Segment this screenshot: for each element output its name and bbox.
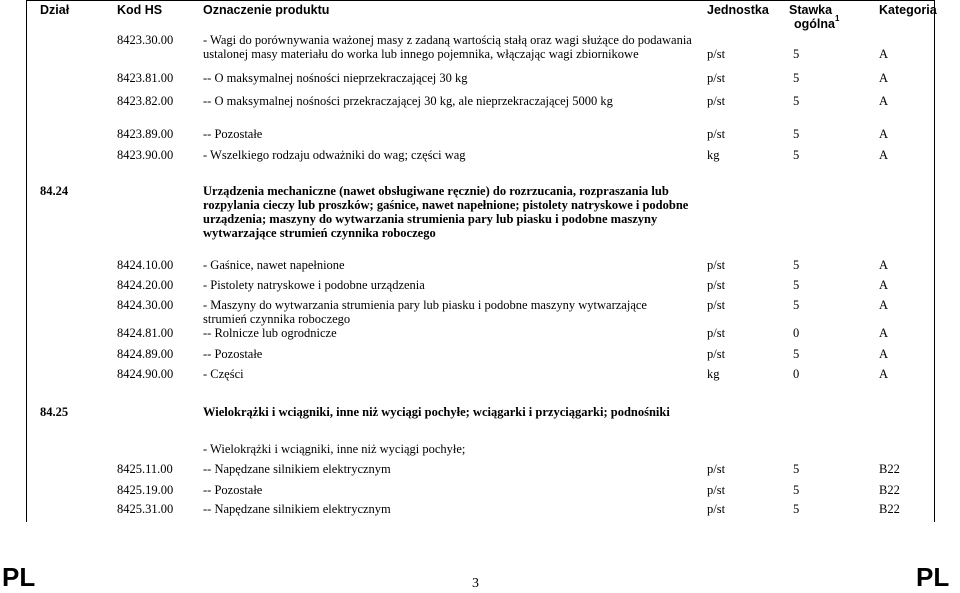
category-cell: B22 [879,483,900,497]
unit-cell: p/st [707,47,726,61]
header-stawka: Stawka [789,3,833,17]
page-number: 3 [472,576,479,591]
heading-description: Urządzenia mechaniczne (nawet obsługiwane ręcznie) do rozrzucania, rozpraszania lub rozpylania cieczy lub proszków; gaśnice, nawet napełnione; pistolety natryskowe i podobne urządzenia; maszyny do wytwarzania strumienia pary lub piasku i podobne maszyny wytwarzające strumień czynnika roboczego [203,184,689,240]
table-top-border [26,0,934,1]
description-cell: -- Napędzane silnikiem elektrycznym [203,502,391,516]
code-cell: 8423.90.00 [117,148,174,162]
unit-cell: p/st [707,258,726,272]
category-cell: A [879,298,889,312]
description-cell: - Wszelkiego rodzaju odważniki do wag; części wag [203,148,466,162]
code-cell: 8423.82.00 [117,94,174,108]
rate-cell: 5 [793,347,800,361]
rate-cell: 5 [793,47,800,61]
code-cell: 8423.81.00 [117,71,174,85]
code-cell: 8424.20.00 [117,278,174,292]
category-cell: A [879,258,889,272]
header-jednostka: Jednostka [707,3,769,17]
code-cell: 8424.90.00 [117,367,174,381]
code-cell: 8423.30.00 [117,33,174,47]
category-cell: A [879,47,889,61]
footer-right-country-code: PL [916,562,950,592]
category-cell: A [879,278,889,292]
rate-cell: 5 [793,148,800,162]
description-cell: -- O maksymalnej nośności przekraczającej 30 kg, ale nieprzekraczającej 5000 kg [203,94,613,108]
unit-cell: p/st [707,326,726,340]
category-cell: A [879,127,889,141]
description-cell: -- Napędzane silnikiem elektrycznym [203,462,391,476]
description-cell: - Maszyny do wytwarzania strumienia pary lub piasku i podobne maszyny wytwarzające strumień czynnika roboczego [203,298,647,326]
footer-left-country-code: PL [2,562,36,592]
code-cell: 8424.89.00 [117,347,174,361]
description-cell: - Wagi do porównywania ważonej masy z zadaną wartością stałą oraz wagi służące do podawania ustalonej masy materiału do worka lub innego pojemnika, włączając wagi zbiornikowe [203,33,692,61]
category-cell: A [879,367,889,381]
rate-cell: 5 [793,502,800,516]
rate-cell: 5 [793,71,800,85]
heading-description: Wielokrążki i wciągniki, inne niż wyciągi pochyłe; wciągarki i przyciągarki; podnośniki [203,405,670,419]
category-cell: B22 [879,462,900,476]
description-cell: -- Pozostałe [203,127,263,141]
code-cell: 8424.30.00 [117,298,174,312]
unit-cell: kg [707,148,720,162]
description-cell: - Gaśnice, nawet napełnione [203,258,345,272]
subheading: - Wielokrążki i wciągniki, inne niż wyciągi pochyłe; [203,442,466,456]
description-cell: -- Pozostałe [203,347,263,361]
rate-cell: 0 [793,367,800,381]
category-cell: A [879,148,889,162]
table-header [0,0,960,33]
header-kod-hs: Kod HS [117,3,163,17]
unit-cell: p/st [707,347,726,361]
rate-cell: 5 [793,483,800,497]
rate-cell: 5 [793,278,800,292]
code-cell: 8424.81.00 [117,326,174,340]
unit-cell: p/st [707,483,726,497]
unit-cell: p/st [707,298,726,312]
header-ogolna-text: ogólna [794,17,835,32]
category-cell: A [879,71,889,85]
code-cell: 8425.31.00 [117,502,174,516]
code-cell: 8424.10.00 [117,258,174,272]
header-oznaczenie: Oznaczenie produktu [203,3,330,17]
category-cell: A [879,347,889,361]
description-cell: - Pistolety natryskowe i podobne urządzenia [203,278,425,292]
heading-code: 84.24 [40,184,69,198]
code-cell: 8425.19.00 [117,483,174,497]
header-footnote-mark: 1 [834,14,840,23]
unit-cell: kg [707,367,720,381]
unit-cell: p/st [707,127,726,141]
rate-cell: 5 [793,298,800,312]
unit-cell: p/st [707,462,726,476]
rate-cell: 5 [793,462,800,476]
description-cell: -- Pozostałe [203,483,263,497]
code-cell: 8423.89.00 [117,127,174,141]
heading-code: 84.25 [40,405,69,419]
category-cell: A [879,94,889,108]
code-cell: 8425.11.00 [117,462,173,476]
header-ogolna [794,16,839,31]
rate-cell: 5 [793,94,800,108]
unit-cell: p/st [707,94,726,108]
table-left-border [26,0,27,522]
unit-cell: p/st [707,502,726,516]
rate-cell: 0 [793,326,800,340]
description-cell: -- O maksymalnej nośności nieprzekraczającej 30 kg [203,71,468,85]
header-kategoria: Kategoria [879,3,937,17]
header-dzial: Dział [40,3,70,17]
description-cell: -- Rolnicze lub ogrodnicze [203,326,337,340]
table-right-border [934,0,935,522]
unit-cell: p/st [707,71,726,85]
category-cell: A [879,326,889,340]
rate-cell: 5 [793,258,800,272]
description-cell: - Części [203,367,244,381]
category-cell: B22 [879,502,900,516]
rate-cell: 5 [793,127,800,141]
unit-cell: p/st [707,278,726,292]
